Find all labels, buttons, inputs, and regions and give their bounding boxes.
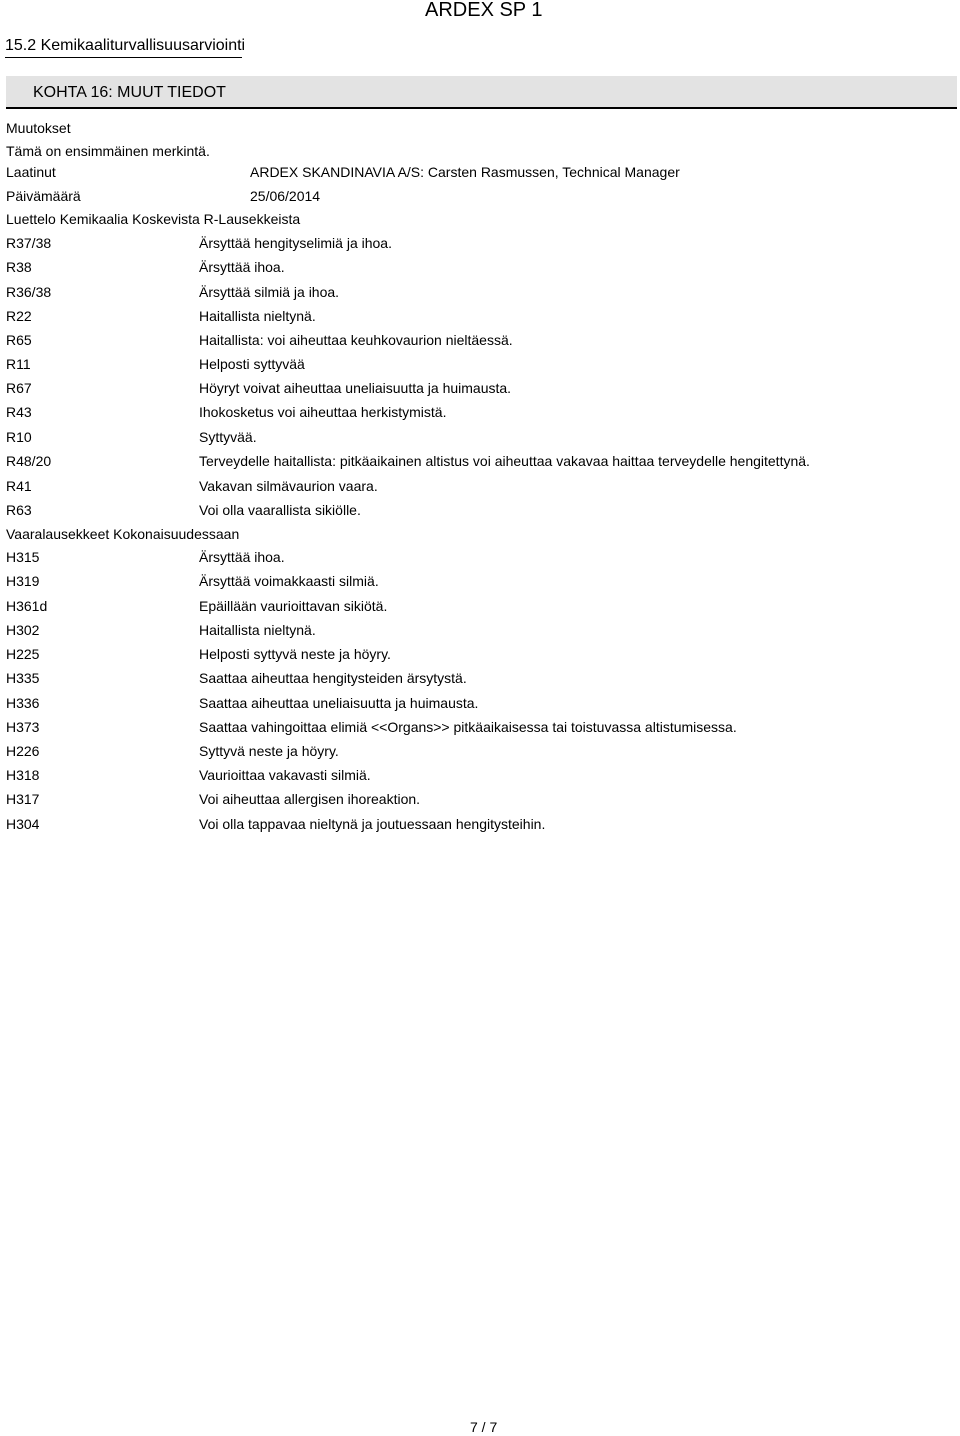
r-phrase-text: Vakavan silmävaurion vaara. <box>199 478 378 494</box>
r-phrase-row <box>0 501 960 519</box>
h-phrase-text: Ärsyttää ihoa. <box>199 549 285 565</box>
r-phrase-text: Helposti syttyvää <box>199 356 305 372</box>
h-phrase-text: Helposti syttyvä neste ja höyry. <box>199 646 391 662</box>
r-phrase-text: Ihokosketus voi aiheuttaa herkistymistä. <box>199 404 447 420</box>
r-phrases-heading: Luettelo Kemikaalia Koskevista R-Lausekkeista <box>6 211 301 227</box>
h-phrase-row <box>0 645 960 663</box>
section-heading: 15.2 Kemikaaliturvallisuusarviointi <box>5 37 246 54</box>
h-phrase-row <box>0 572 960 590</box>
h-phrase-code: H226 <box>6 743 40 759</box>
h-phrase-text: Voi olla tappavaa nieltynä ja joutuessaan hengitysteihin. <box>199 816 546 832</box>
r-phrase-code: R67 <box>6 380 32 396</box>
r-phrase-row <box>0 331 960 349</box>
h-phrase-code: H318 <box>6 767 40 783</box>
changes-text: Tämä on ensimmäinen merkintä. <box>6 143 210 159</box>
r-phrase-text: Höyryt voivat aiheuttaa uneliaisuutta ja huimausta. <box>199 380 512 396</box>
h-phrase-row <box>0 718 960 736</box>
h-phrase-text: Saattaa aiheuttaa uneliaisuutta ja huimausta. <box>199 695 479 711</box>
date-value: 25/06/2014 <box>250 188 321 204</box>
r-phrase-code: R37/38 <box>6 235 52 251</box>
h-phrase-code: H302 <box>6 622 40 638</box>
h-phrase-text: Vaurioittaa vakavasti silmiä. <box>199 767 371 783</box>
h-phrase-row <box>0 766 960 784</box>
r-phrase-code: R48/20 <box>6 453 52 469</box>
page-number: 7 / 7 <box>470 1419 498 1435</box>
r-phrase-code: R63 <box>6 502 32 518</box>
r-phrase-code: R22 <box>6 308 32 324</box>
h-phrase-code: H317 <box>6 791 40 807</box>
r-phrase-code: R43 <box>6 404 32 420</box>
r-phrase-text: Haitallista nieltynä. <box>199 308 316 324</box>
r-phrase-code: R36/38 <box>6 284 52 300</box>
author-label: Laatinut <box>6 164 56 180</box>
r-phrase-text: Ärsyttää silmiä ja ihoa. <box>199 284 340 300</box>
r-phrase-text: Ärsyttää ihoa. <box>199 259 285 275</box>
r-phrase-row <box>0 428 960 446</box>
h-phrase-code: H335 <box>6 670 40 686</box>
h-phrase-code: H336 <box>6 695 40 711</box>
r-phrase-row <box>0 379 960 397</box>
document-title: ARDEX SP 1 <box>425 0 543 21</box>
h-phrase-row <box>0 815 960 833</box>
kohta-title: KOHTA 16: MUUT TIEDOT <box>33 84 226 101</box>
h-phrase-row <box>0 742 960 760</box>
h-phrase-row <box>0 548 960 566</box>
h-phrase-code: H315 <box>6 549 40 565</box>
h-phrase-row <box>0 669 960 687</box>
r-phrase-row <box>0 403 960 421</box>
h-phrase-text: Voi aiheuttaa allergisen ihoreaktion. <box>199 791 421 807</box>
changes-label: Muutokset <box>6 120 71 136</box>
h-phrase-text: Epäillään vaurioittavan sikiötä. <box>199 598 388 614</box>
r-phrase-row <box>0 258 960 276</box>
r-phrase-code: R65 <box>6 332 32 348</box>
h-phrase-code: H319 <box>6 573 40 589</box>
section-heading-underline <box>5 57 242 58</box>
kohta-header-bar <box>6 76 957 109</box>
r-phrase-text: Voi olla vaarallista sikiölle. <box>199 502 361 518</box>
author-value: ARDEX SKANDINAVIA A/S: Carsten Rasmussen, Technical Manager <box>250 164 680 180</box>
r-phrase-row <box>0 452 960 470</box>
r-phrase-text: Syttyvää. <box>199 429 257 445</box>
r-phrase-text: Haitallista: voi aiheuttaa keuhkovaurion nieltäessä. <box>199 332 513 348</box>
h-phrase-row <box>0 694 960 712</box>
h-phrase-code: H225 <box>6 646 40 662</box>
r-phrase-text: Ärsyttää hengityselimiä ja ihoa. <box>199 235 392 251</box>
r-phrase-row <box>0 477 960 495</box>
r-phrase-text: Terveydelle haitallista: pitkäaikainen altistus voi aiheuttaa vakavaa haittaa terveydelle hengitettynä. <box>199 453 810 469</box>
h-phrase-text: Ärsyttää voimakkaasti silmiä. <box>199 573 379 589</box>
h-phrase-row <box>0 790 960 808</box>
r-phrase-code: R11 <box>6 356 31 372</box>
r-phrase-row <box>0 283 960 301</box>
h-phrases-heading: Vaaralausekkeet Kokonaisuudessaan <box>6 526 240 542</box>
r-phrase-row <box>0 355 960 373</box>
h-phrase-code: H373 <box>6 719 40 735</box>
r-phrase-code: R38 <box>6 259 32 275</box>
r-phrase-code: R10 <box>6 429 32 445</box>
h-phrase-text: Saattaa vahingoittaa elimiä <<Organs>> pitkäaikaisessa tai toistuvassa altistumisessa. <box>199 719 737 735</box>
h-phrase-text: Syttyvä neste ja höyry. <box>199 743 339 759</box>
h-phrase-code: H304 <box>6 816 40 832</box>
r-phrase-code: R41 <box>6 478 32 494</box>
h-phrase-row <box>0 597 960 615</box>
h-phrase-text: Haitallista nieltynä. <box>199 622 316 638</box>
h-phrase-code: H361d <box>6 598 48 614</box>
h-phrase-row <box>0 621 960 639</box>
date-label: Päivämäärä <box>6 188 81 204</box>
r-phrase-row <box>0 234 960 252</box>
r-phrase-row <box>0 307 960 325</box>
h-phrase-text: Saattaa aiheuttaa hengitysteiden ärsytystä. <box>199 670 467 686</box>
